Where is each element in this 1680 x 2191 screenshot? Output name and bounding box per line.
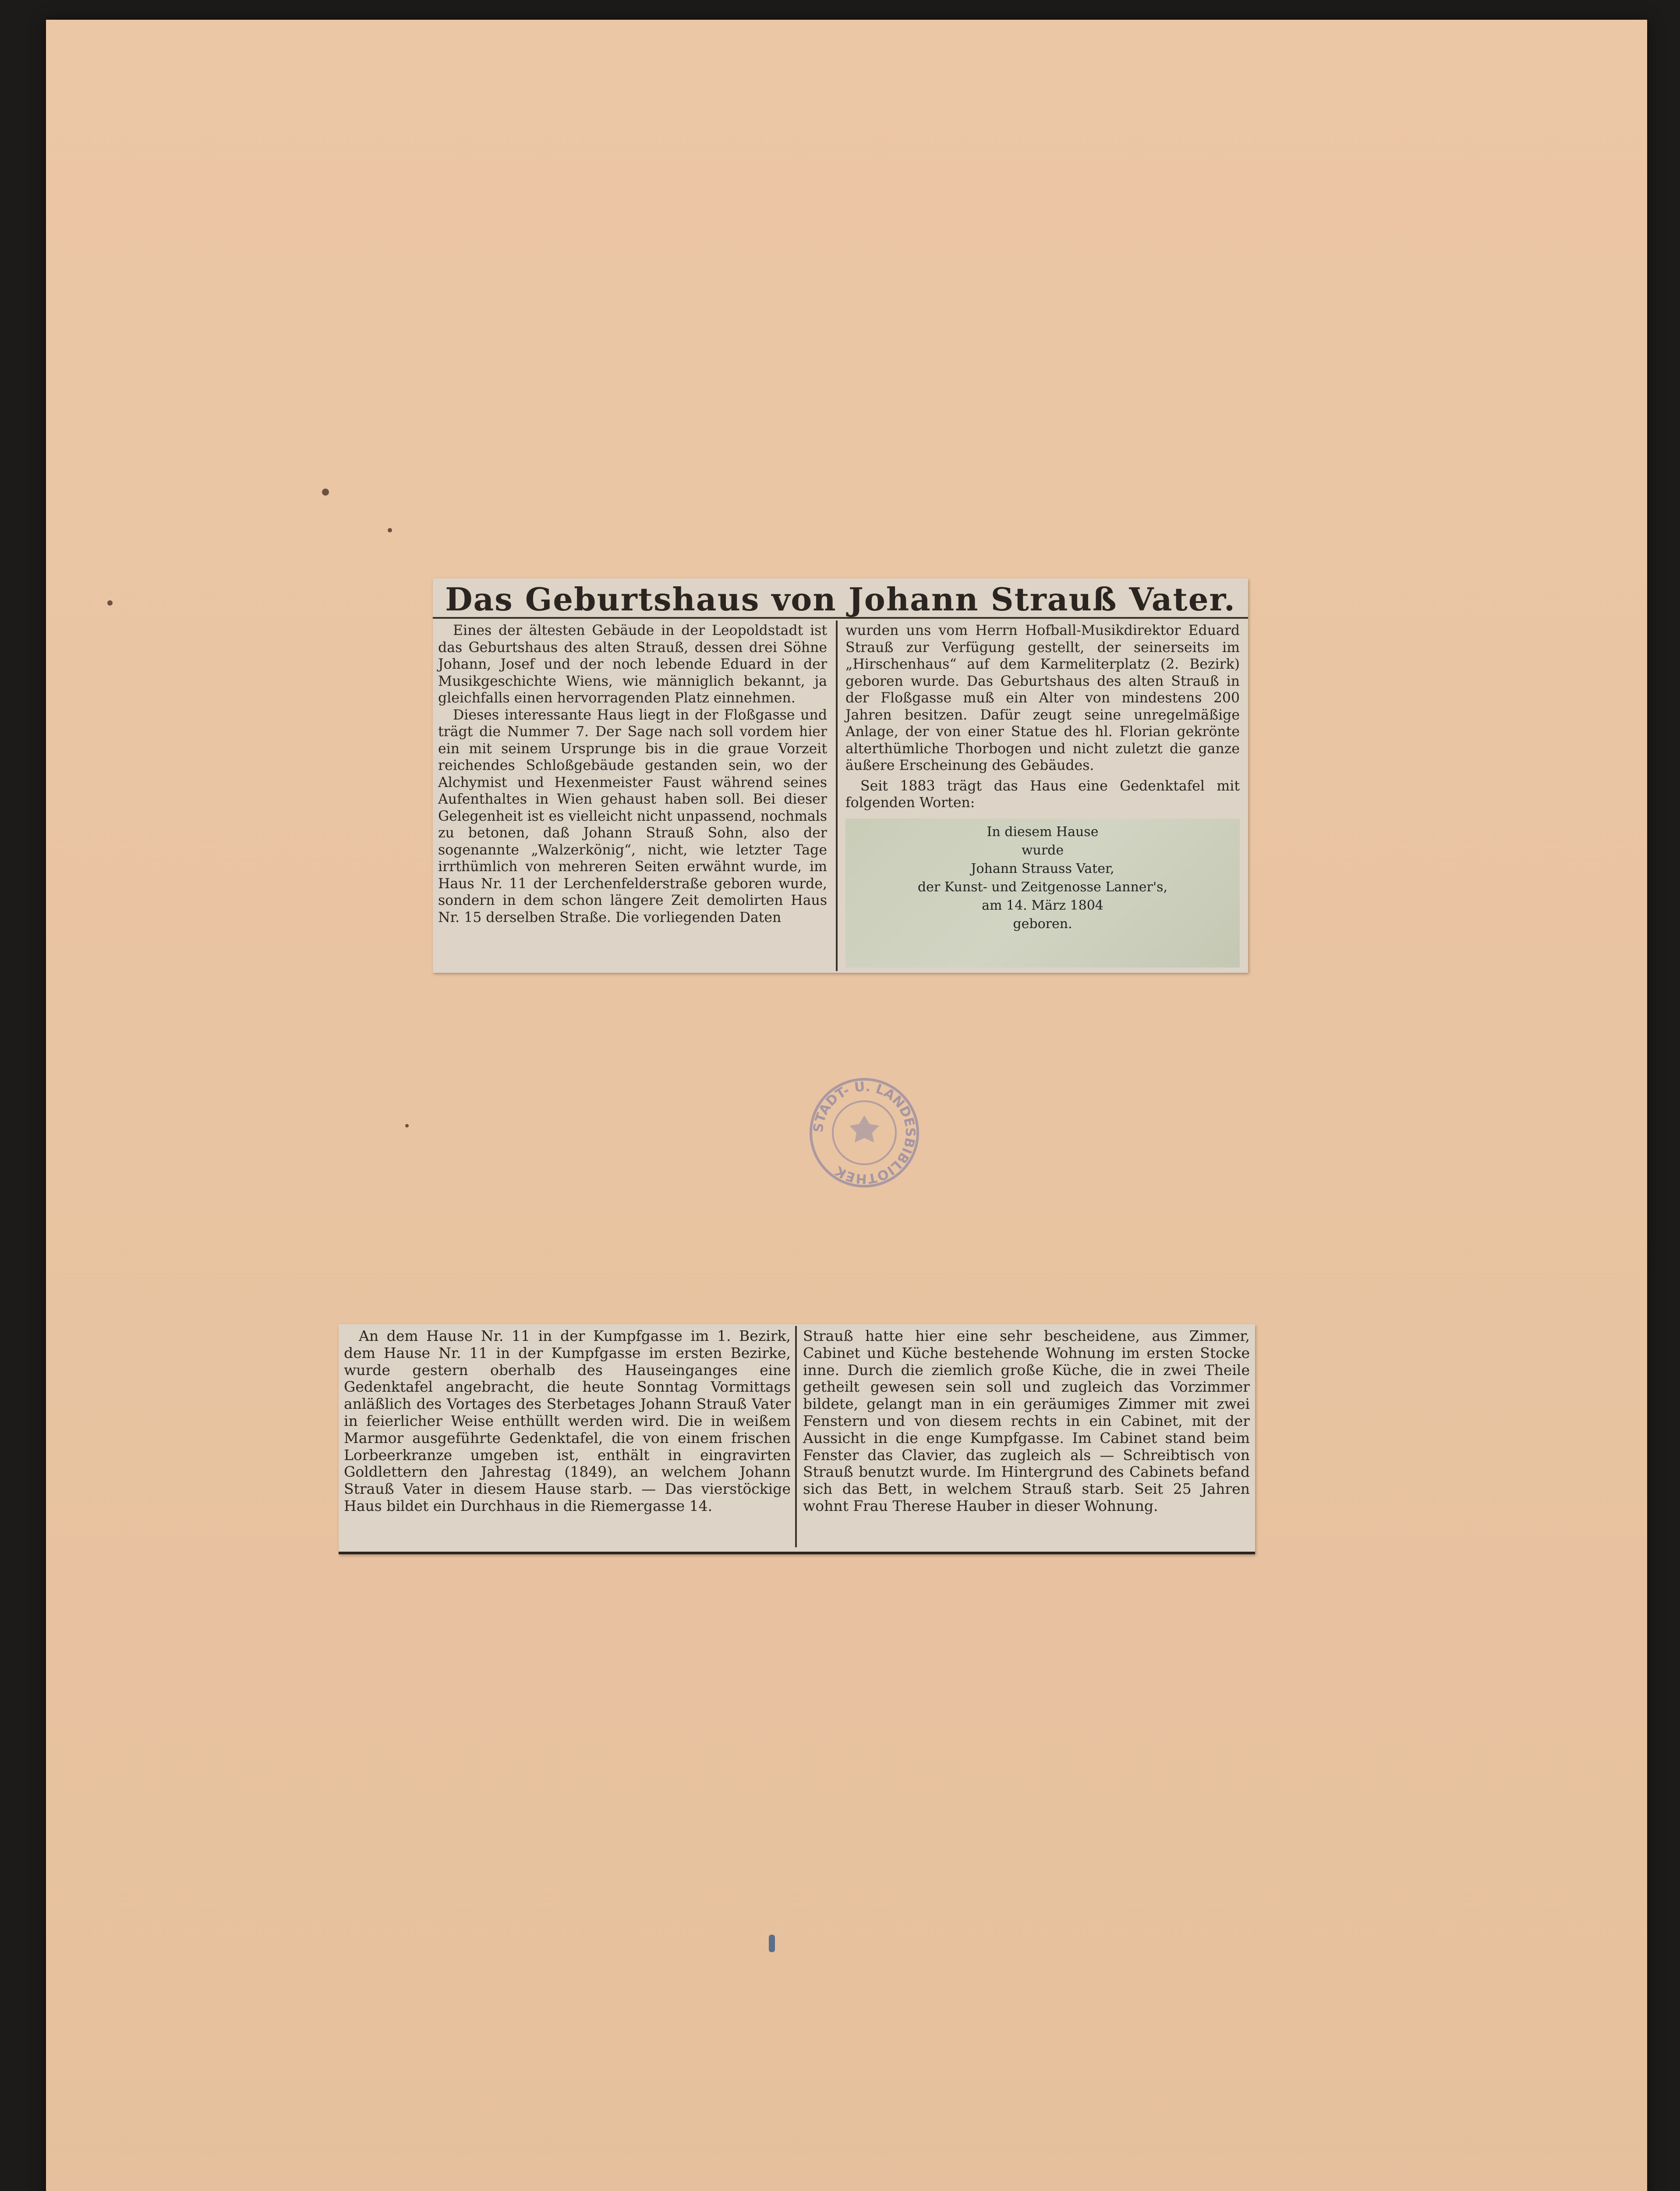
article-column-left <box>344 1328 791 1515</box>
bottom-rule <box>339 1552 1255 1554</box>
library-stamp <box>805 1074 923 1192</box>
newspaper-clipping-memorial <box>339 1324 1255 1554</box>
article-title: Das Geburtshaus von Johann Strauß Vater. <box>433 582 1248 619</box>
paragraph: Eines der ältesten Gebäude in der Leopoldstadt ist das Geburtshaus des alten Strauß, dessen drei Söhne Johann, Josef und der noch lebende Eduard in der Musikgeschichte Wiens, wie männiglich bekannt, ja gleichfalls einen hervorragenden Platz einnehmen. <box>438 623 827 706</box>
article-column-right <box>803 1328 1250 1515</box>
ink-mark <box>769 1935 775 1952</box>
plaque-line: wurde <box>1021 843 1064 858</box>
paragraph: wurden uns vom Herrn Hofball-Musikdirektor Eduard Strauß zur Verfügung gestellt, der seinerseits im „Hirschenhaus“ auf dem Karmeliterplatz (2. Bezirk) geboren wurde. Das Geburtshaus des alten Strauß in der Floßgasse muß ein Alter von mindestens 200 Jahren besitzen. Dafür zeugt seine unregelmäßige Anlage, der von einer Statue des hl. Florian gekrönte alterthümliche Thorbogen und nicht zuletzt die ganze äußere Erscheinung des Gebäudes. <box>845 623 1240 773</box>
newspaper-clipping-birthplace <box>433 578 1248 973</box>
paragraph: An dem Hause Nr. 11 in der Kumpfgasse im 1. Bezirk, dem Hause Nr. 11 in der Kumpfgasse im ersten Bezirke, wurde gestern oberhalb des Hauseinganges eine Gedenktafel angebracht, die heute Sonntag Vormittags anläßlich des Vortages des Sterbetages Johann Strauß Vater in feierlicher Weise enthüllt werden wird. Die in weißem Marmor ausgeführte Gedenktafel, die von einem frischen Lorbeerkranze umgeben ist, enthält in eingravirten Goldlettern den Jahrestag (1849), an welchem Johann Strauß Vater in diesem Hause starb. — Das vierstöckige Haus bildet ein Durchhaus in die Riemergasse 14. <box>344 1327 791 1514</box>
plaque-line: In diesem Hause <box>987 824 1099 840</box>
paper-speck <box>405 1124 409 1127</box>
stamp-text: STADT- U. LANDESBIBLIOTHEK <box>810 1079 918 1187</box>
paper-speck <box>322 489 329 496</box>
paragraph: Strauß hatte hier eine sehr bescheidene, aus Zimmer, Cabinet und Küche bestehende Wohnung im ersten Stocke inne. Durch die ziemlich große Küche, die in zwei Theile getheilt gewesen sein soll und zugleich das Vorzimmer bildete, gelangt man in ein geräumiges Zimmer mit zwei Fenstern und von diesem rechts in ein Cabinet, mit der Aussicht in die enge Kumpfgasse. Im Cabinet stand beim Fenster das Clavier, das zugleich als — Schreibtisch von Strauß benutzt wurde. Im Hintergrund des Cabinets befand sich das Bett, in welchem Strauß starb. Seit 25 Jahren wohnt Frau Therese Hauber in dieser Wohnung. <box>803 1327 1250 1514</box>
plaque-line: geboren. <box>1013 916 1072 932</box>
paper-speck <box>107 600 113 606</box>
paragraph: Seit 1883 trägt das Haus eine Gedenktafel mit folgenden Worten: <box>845 778 1240 811</box>
article-column-right <box>845 622 1240 812</box>
column-divider <box>795 1326 797 1547</box>
paper-speck <box>388 528 392 532</box>
article-column-left <box>438 622 827 926</box>
column-divider <box>836 620 838 971</box>
plaque-line: der Kunst- und Zeitgenosse Lanner's, <box>917 879 1168 895</box>
plaque-line: Johann Strauss Vater, <box>971 861 1114 876</box>
paragraph: Dieses interessante Haus liegt in der Floßgasse und trägt die Nummer 7. Der Sage nach soll vordem hier ein mit seinem Ursprunge bis in die graue Vorzeit reichendes Schloßgebäude gestanden sein, wo der Alchymist und Hexenmeister Faust während seines Aufenthaltes in Wien gehaust haben soll. Bei dieser Gelegenheit ist es vielleicht nicht unpassend, nochmals zu betonen, daß Johann Strauß Sohn, also der sogenannte „Walzerkönig“, nicht, wie letzter Tage irrthümlich von mehreren Seiten erwähnt wurde, im Haus Nr. 11 der Lerchenfelderstraße geboren wurde, sondern in dem schon längere Zeit demolirten Haus Nr. 15 derselben Straße. Die vorliegenden Daten <box>438 707 827 925</box>
plaque-line: am 14. März 1804 <box>982 898 1103 913</box>
memorial-plaque-inscription <box>845 819 1240 968</box>
